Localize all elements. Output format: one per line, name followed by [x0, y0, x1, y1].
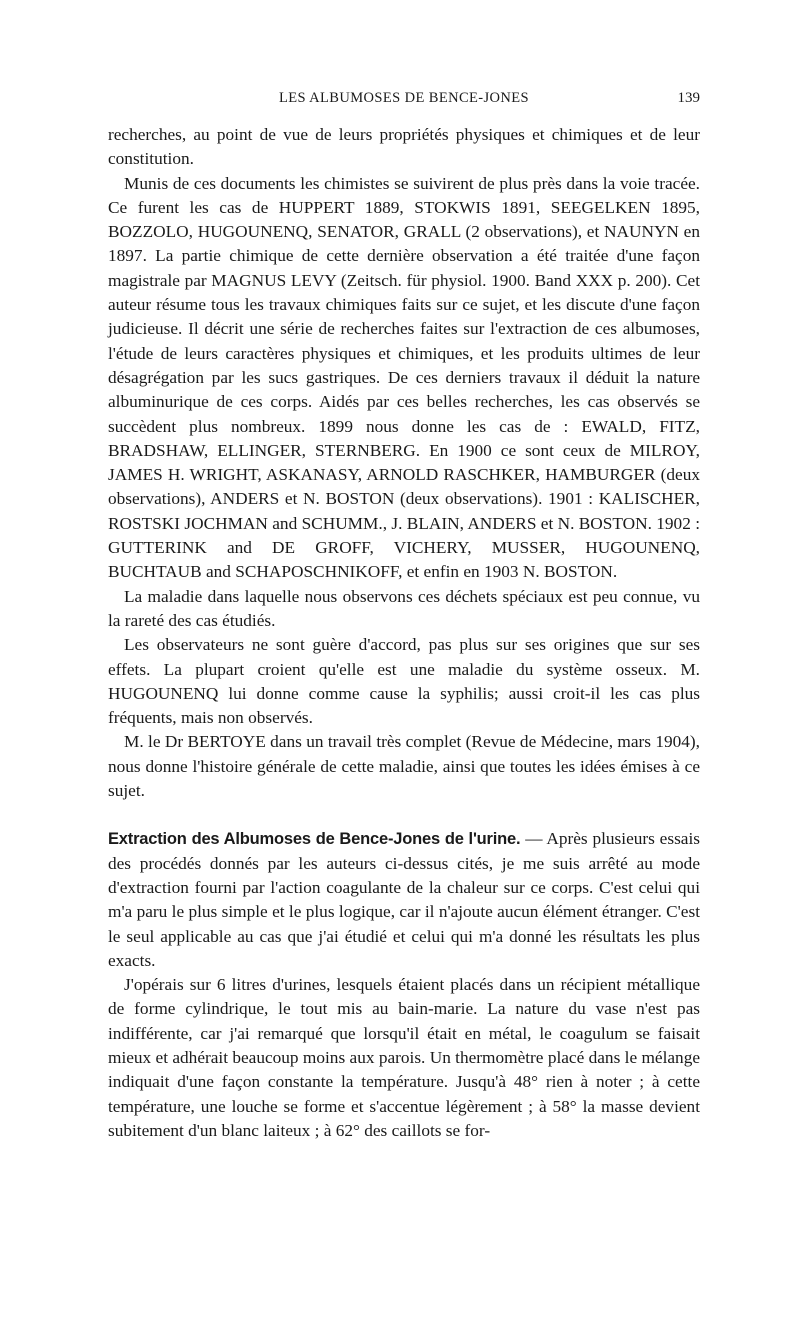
section-heading: Extraction des Albumoses de Bence-Jones de l'urine.	[108, 830, 521, 849]
paragraph-procedure: J'opérais sur 6 litres d'urines, lesquels étaient placés dans un récipient métallique de forme cylindrique, le tout mis au bain-marie. La nature du vase n'est pas indifférente, car j'ai remarqué que lorsqu'il était en métal, le coagulum se faisait mieux et adhérait beaucoup moins aux parois. Un thermomètre placé dans le mélange indiquait d'une façon constante la température. Jusqu'à 48° rien à noter ; à cette température, une louche se forme et s'accentue légèrement ; à 58° la masse devient subitement d'un blanc laiteux ; à 62° des caillots se for-	[108, 975, 700, 1140]
section-extraction	[108, 827, 700, 973]
body-text	[108, 123, 700, 1143]
paragraph-disease-rarity: La maladie dans laquelle nous observons ces déchets spéciaux est peu connue, vu la rareté des cas étudiés.	[108, 586, 700, 630]
paragraph-continuation: recherches, au point de vue de leurs propriétés physiques et chimiques et de leur constitution.	[108, 125, 700, 169]
running-title: LES ALBUMOSES DE BENCE-JONES	[278, 90, 530, 106]
running-head	[108, 90, 700, 110]
paragraph-bertoye: M. le Dr BERTOYE dans un travail très complet (Revue de Médecine, mars 1904), nous donne l'histoire générale de cette maladie, ainsi que toutes les idées émises à ce sujet.	[108, 732, 700, 801]
page-number: 139	[677, 90, 700, 106]
paragraph-observers: Les observateurs ne sont guère d'accord, pas plus sur ses origines que sur ses effets. La plupart croient qu'elle est une maladie du système osseux. M. HUGOUNENQ lui donne comme cause la syphilis; aussi croit-il les cas plus fréquents, mais non observés.	[108, 635, 700, 728]
section-intro-text: — Après plusieurs essais des procédés donnés par les auteurs ci-dessus cités, je me suis arrêté au mode d'extraction fourni par l'action coagulante de la chaleur sur ce corps. C'est celui qui m'a paru le plus simple et le plus logique, car il n'ajoute aucun élément étranger. C'est le seul applicable au cas que j'ai étudié et celui qui m'a donné les résultats les plus exacts.	[108, 829, 700, 970]
paragraph-chemists-history: Munis de ces documents les chimistes se suivirent de plus près dans la voie tracée. Ce furent les cas de HUPPERT 1889, STOKWIS 1891, SEEGELKEN 1895, BOZZOLO, HUGOUNENQ, SENATOR, GRALL (2 observations), et NAUNYN en 1897. La partie chimique de cette dernière observation a été traitée d'une façon magistrale par MAGNUS LEVY (Zeitsch. für physiol. 1900. Band XXX p. 200). Cet auteur résume tous les travaux chimiques faits sur ce sujet, et les discute d'une façon judicieuse. Il décrit une série de recherches faites sur l'extraction de ces albumoses, l'étude de leurs caractères physiques et chimiques, et les produits ultimes de leur désagrégation par les sucs gastriques. De ces derniers travaux il déduit la nature albuminurique de ces corps. Aidés par ces belles recherches, les cas observés se succèdent plus nombreux. 1899 nous donne les cas de : EWALD, FITZ, BRADSHAW, ELLINGER, STERNBERG. En 1900 ce sont ceux de MILROY, JAMES H. WRIGHT, ASKANASY, ARNOLD RASCHKER, HAMBURGER (deux observations), ANDERS et N. BOSTON (deux observations). 1901 : KALISCHER, ROSTSKI JOCHMAN and SCHUMM., J. BLAIN, ANDERS et N. BOSTON. 1902 : GUTTERINK and DE GROFF, VICHERY, MUSSER, HUGOUNENQ, BUCHTAUB and SCHAPOSCHNIKOFF, et enfin en 1903 N. BOSTON.	[108, 173, 700, 582]
